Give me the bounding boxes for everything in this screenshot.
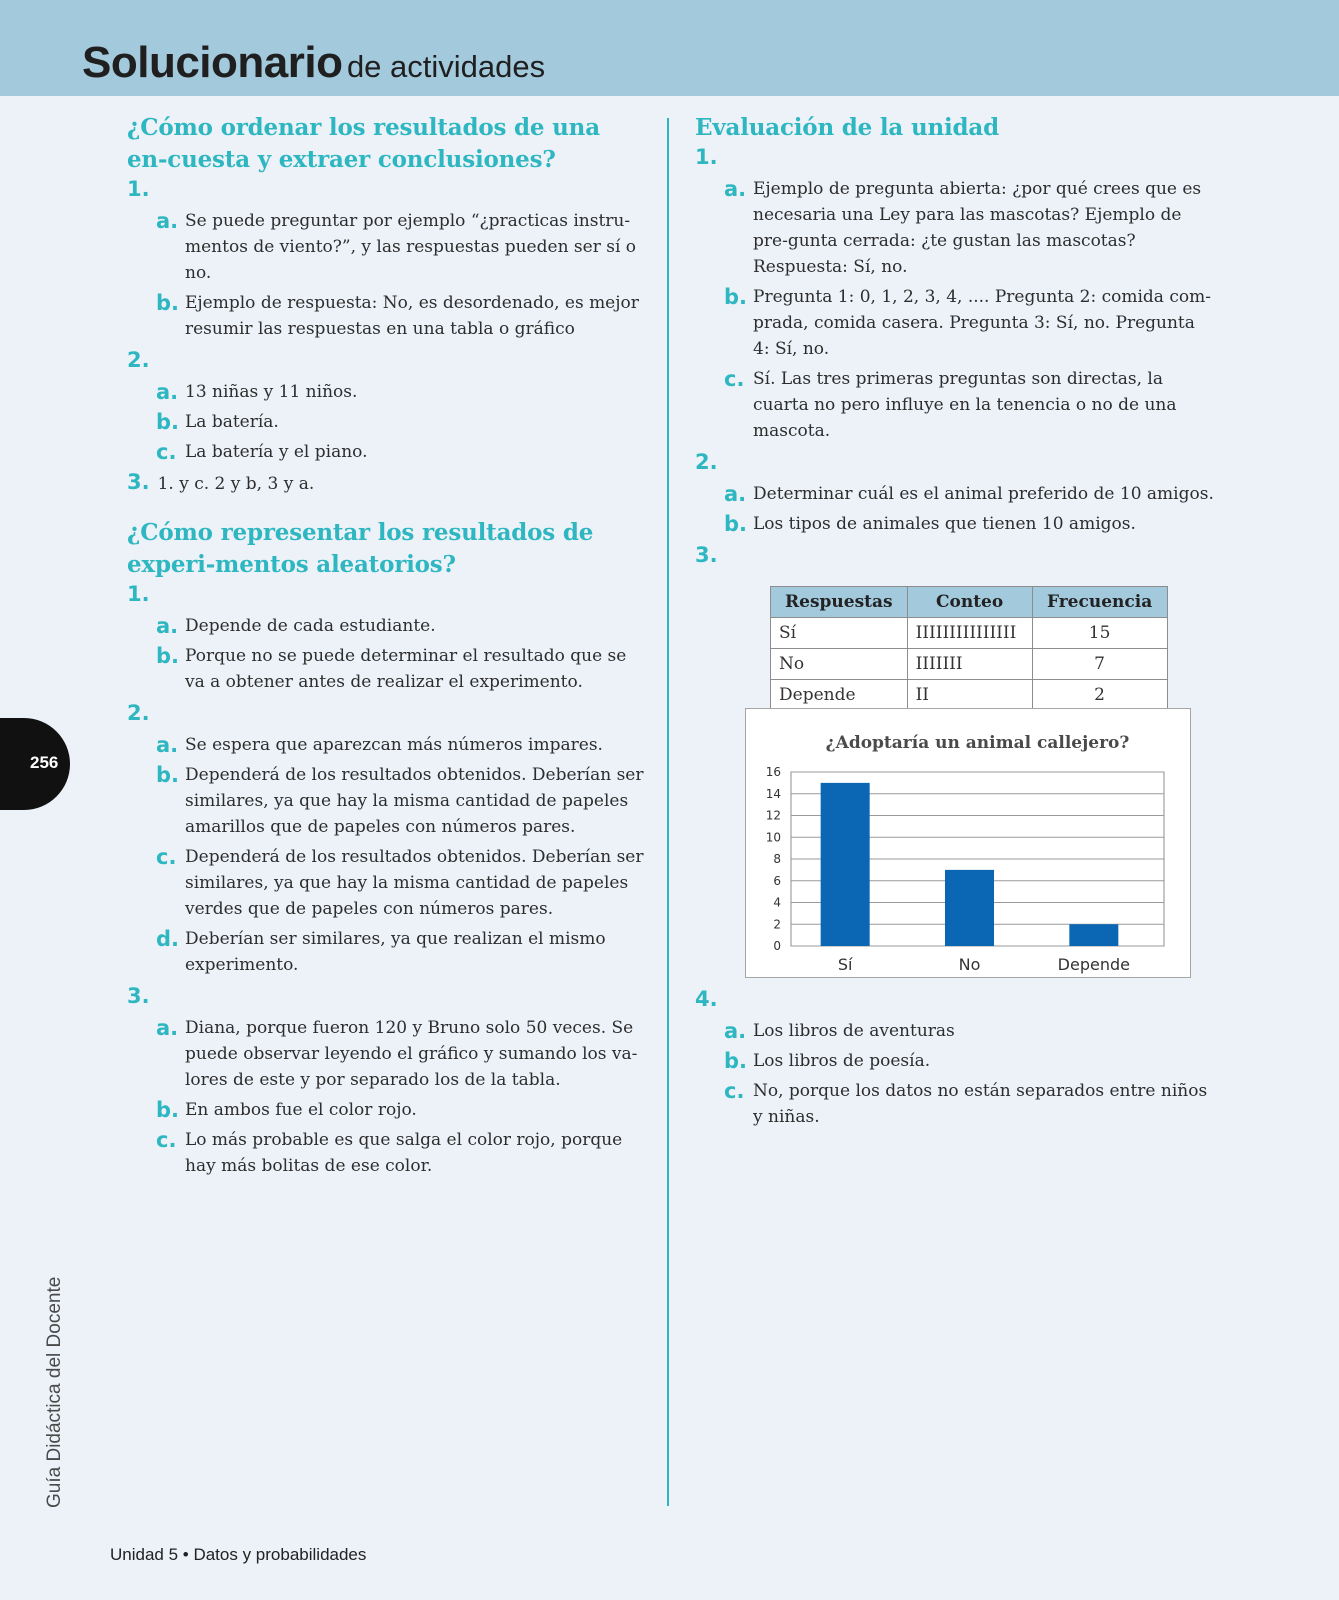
table-cell: No <box>771 649 908 680</box>
table-row <box>771 649 1168 680</box>
table-cell: 15 <box>1032 618 1167 649</box>
answer-item <box>695 1078 1215 1130</box>
bar-chart <box>745 708 1191 978</box>
table-cell: 2 <box>1032 680 1167 711</box>
question-number: 1. <box>695 145 718 169</box>
y-tick-label: 16 <box>765 765 781 779</box>
x-tick-label: No <box>958 955 981 974</box>
answer-text: En ambos fue el color rojo. <box>185 1100 417 1120</box>
answer-text: Porque no se puede determinar el resultado que se va a obtener antes de realizar el experimento. <box>185 646 627 692</box>
y-tick-label: 4 <box>773 895 781 910</box>
answer-item <box>695 366 1215 444</box>
question-row <box>127 469 647 497</box>
table-cell: II <box>907 680 1032 711</box>
page-number: 256 <box>30 753 59 772</box>
answer-item <box>127 208 647 286</box>
answer-item <box>127 844 647 922</box>
y-tick-label: 8 <box>773 852 781 866</box>
answer-letter: b. <box>156 291 180 315</box>
answer-text: Lo más probable es que salga el color rojo, porque hay más bolitas de ese color. <box>185 1130 623 1176</box>
answer-text: Determinar cuál es el animal preferido de 10 amigos. <box>753 484 1214 504</box>
answer-letter: a. <box>156 614 179 638</box>
answer-text: Ejemplo de pregunta abierta: ¿por qué crees que es necesaria una Ley para las mascotas? Ejemplo de pre-gunta cerrada: ¿te gustan las mascotas? Respuesta: Sí, no. <box>753 179 1202 277</box>
answer-letter: a. <box>156 209 179 233</box>
answer-item <box>127 643 647 695</box>
table-row <box>771 680 1168 711</box>
answer-letter: b. <box>724 285 748 309</box>
answer-item <box>127 762 647 840</box>
column-header: Conteo <box>907 587 1032 618</box>
answer-item <box>127 379 647 405</box>
answer-letter: c. <box>156 440 177 464</box>
answer-text: Se puede preguntar por ejemplo “¿practicas instru-mentos de viento?”, y las respuestas pueden ser sí o no. <box>185 211 637 283</box>
answer-letter: a. <box>724 177 747 201</box>
bar <box>1069 924 1118 946</box>
y-tick-label: 10 <box>765 830 781 845</box>
answer-text: La batería. <box>185 412 279 432</box>
table-cell: Sí <box>771 618 908 649</box>
answer-text: Ejemplo de respuesta: No, es desordenado, es mejor resumir las respuestas en una tabla o gráfico <box>185 293 639 339</box>
answer-item <box>127 732 647 758</box>
bar <box>821 783 870 946</box>
x-tick-label: Sí <box>837 955 853 974</box>
answer-item <box>127 1127 647 1179</box>
table-header-row <box>771 587 1168 618</box>
answer-letter: c. <box>156 845 177 869</box>
answer-text: 13 niñas y 11 niños. <box>185 382 358 402</box>
guide-label: Guía Didáctica del Docente <box>44 1276 65 1508</box>
question-number: 2. <box>695 450 718 474</box>
answer-letter: c. <box>724 1079 745 1103</box>
section-title-evaluacion: Evaluación de la unidad <box>695 114 999 141</box>
bar <box>945 870 994 946</box>
section-title-ordenar: ¿Cómo ordenar los resultados de una en-cuesta y extraer conclusiones? <box>127 114 600 173</box>
answer-item <box>127 1015 647 1093</box>
chart-svg <box>746 709 1190 977</box>
answer-text: Los libros de poesía. <box>753 1051 931 1071</box>
answer-letter: b. <box>156 763 180 787</box>
answer-item <box>127 1097 647 1123</box>
question-number: 4. <box>695 987 718 1011</box>
question-number: 3. <box>127 984 150 1008</box>
y-tick-label: 0 <box>773 939 781 953</box>
column-header: Respuestas <box>771 587 908 618</box>
answer-text: 1. y c. 2 y b, 3 y a. <box>157 474 315 494</box>
answer-text: Diana, porque fueron 120 y Bruno solo 50 veces. Se puede observar leyendo el gráfico y sumando los va-lores de este y por separado los de la tabla. <box>185 1018 638 1090</box>
answer-letter: a. <box>156 1016 179 1040</box>
y-tick-label: 14 <box>765 786 781 801</box>
answer-item <box>695 1018 1215 1044</box>
answer-letter: b. <box>156 644 180 668</box>
y-tick-label: 6 <box>773 873 781 888</box>
footer-unit: Unidad 5 • Datos y probabilidades <box>110 1545 367 1564</box>
chart-title: ¿Adoptaría un animal callejero? <box>825 733 1130 753</box>
answer-item <box>695 176 1215 280</box>
answer-text: Dependerá de los resultados obtenidos. Deberían ser similares, ya que hay la misma cantidad de papeles amarillos que de papeles con números pares. <box>185 765 644 837</box>
answer-item <box>127 439 647 465</box>
question-number: 1. <box>127 582 150 606</box>
table-cell: IIIIIIIIIIIIIII <box>907 618 1032 649</box>
answer-item <box>695 284 1215 362</box>
answer-text: Se espera que aparezcan más números impares. <box>185 735 603 755</box>
answer-item <box>695 481 1215 507</box>
answer-text: La batería y el piano. <box>185 442 368 462</box>
answer-letter: d. <box>156 927 180 951</box>
table-cell: 7 <box>1032 649 1167 680</box>
answer-letter: c. <box>156 1128 177 1152</box>
question-number: 1. <box>127 177 150 201</box>
page-title-bold: Solucionario <box>82 38 343 87</box>
table-cell: IIIIIII <box>907 649 1032 680</box>
frequency-table <box>770 586 1168 711</box>
answer-text: Sí. Las tres primeras preguntas son directas, la cuarta no pero influye en la tenencia o no de una mascota. <box>753 369 1177 441</box>
answer-text: Los tipos de animales que tienen 10 amigos. <box>753 514 1136 534</box>
answer-letter: a. <box>724 482 747 506</box>
table-cell: Depende <box>771 680 908 711</box>
page-title <box>82 38 545 88</box>
answer-letter: b. <box>724 512 748 536</box>
section-title-representar: ¿Cómo representar los resultados de experi-mentos aleatorios? <box>127 519 594 578</box>
answer-letter: a. <box>156 380 179 404</box>
left-column <box>127 112 647 1179</box>
question-number: 3. <box>695 543 718 567</box>
answer-item <box>695 511 1215 537</box>
answer-letter: b. <box>724 1049 748 1073</box>
page-header <box>0 0 1339 96</box>
answer-text: Deberían ser similares, ya que realizan el mismo experimento. <box>185 929 606 975</box>
column-header: Frecuencia <box>1032 587 1167 618</box>
y-tick-label: 12 <box>765 808 781 823</box>
answer-item <box>127 613 647 639</box>
answer-text: Pregunta 1: 0, 1, 2, 3, 4, .... Pregunta 2: comida com-prada, comida casera. Pregunta 3: Sí, no. Pregunta 4: Sí, no. <box>753 287 1211 359</box>
answer-text: Depende de cada estudiante. <box>185 616 436 636</box>
question-number: 2. <box>127 348 150 372</box>
x-tick-label: Depende <box>1057 955 1130 974</box>
answer-letter: b. <box>156 410 180 434</box>
answer-item <box>695 1048 1215 1074</box>
right-column <box>695 112 1215 711</box>
answer-item <box>127 290 647 342</box>
answer-letter: a. <box>724 1019 747 1043</box>
answer-text: Los libros de aventuras <box>753 1021 955 1041</box>
page-title-rest: de actividades <box>346 49 546 84</box>
answer-text: Dependerá de los resultados obtenidos. Deberían ser similares, ya que hay la misma cantidad de papeles verdes que de papeles con números pares. <box>185 847 644 919</box>
column-divider <box>667 118 669 1506</box>
question-number: 2. <box>127 701 150 725</box>
question-number: 3. <box>127 470 150 494</box>
answer-letter: a. <box>156 733 179 757</box>
answer-item <box>127 926 647 978</box>
answer-item <box>127 409 647 435</box>
table-row <box>771 618 1168 649</box>
y-tick-label: 2 <box>773 917 781 932</box>
question-4-block <box>695 986 1215 1130</box>
answer-text: No, porque los datos no están separados entre niños y niñas. <box>753 1081 1208 1127</box>
answer-letter: b. <box>156 1098 180 1122</box>
answer-letter: c. <box>724 367 745 391</box>
